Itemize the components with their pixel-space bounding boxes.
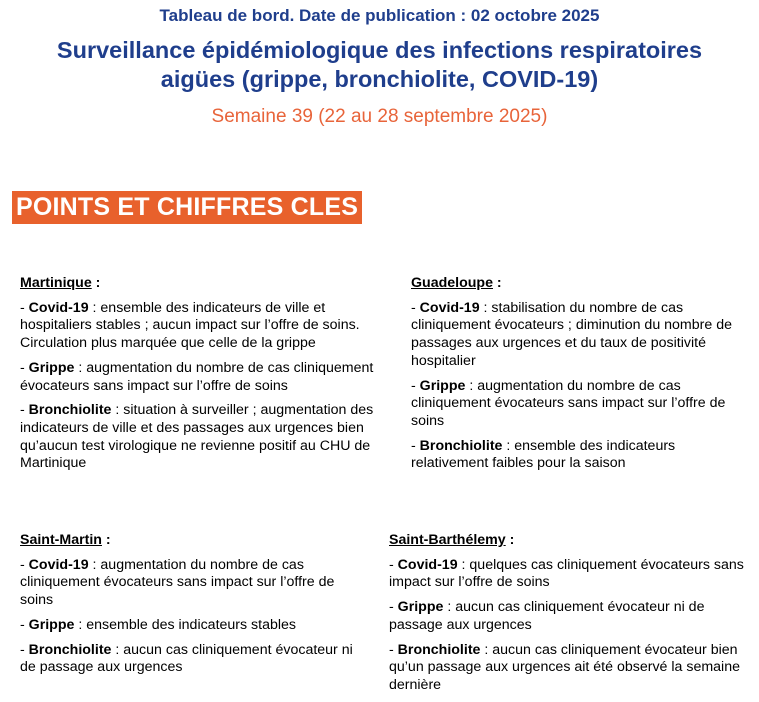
bullet-prefix: - [389, 599, 398, 616]
page-title [0, 36, 759, 94]
indicator-text: : stabilisation du nombre de cas cliniquement évocateurs ; diminution du nombre de passages aux urgences et du taux de positivité hospitalier [411, 299, 732, 369]
bullet-prefix: - [20, 641, 29, 658]
indicator-bronchiolite [20, 642, 365, 677]
region-saint-martin [20, 532, 365, 684]
bullet-prefix: - [20, 299, 29, 316]
region-name-text: Saint-Martin [20, 532, 102, 548]
region-martinique [20, 275, 380, 480]
indicator-text: : ensemble des indicateurs de ville et hospitaliers stables ; aucun impact sur l’offre de soins. Circulation plus marquée que celle de la grippe [20, 299, 360, 352]
bullet-prefix: - [20, 556, 29, 573]
indicator-text: : aucun cas cliniquement évocateur bien qu’un passage aux urgences ait été observé la semaine dernière [389, 641, 740, 693]
indicator-label: Bronchiolite [28, 641, 112, 658]
indicator-text: : augmentation du nombre de cas cliniquement évocateurs sans impact sur l’offre de soins [411, 377, 726, 429]
indicator-bronchiolite [389, 642, 749, 695]
indicator-bronchiolite [411, 438, 746, 473]
section-banner: POINTS ET CHIFFRES CLES [12, 191, 362, 224]
indicator-text: : ensemble des indicateurs stables [74, 616, 297, 633]
indicator-label: Bronchiolite [397, 641, 481, 658]
indicator-label: Bronchiolite [419, 437, 503, 454]
indicator-grippe [389, 599, 749, 634]
publication-date: Tableau de bord. Date de publication : 02 octobre 2025 [159, 6, 600, 25]
indicator-text: : quelques cas cliniquement évocateurs sans impact sur l’offre de soins [389, 556, 744, 591]
indicator-text: : augmentation du nombre de cas cliniquement évocateurs sans impact sur l’offre de soins [20, 556, 335, 609]
indicator-grippe [20, 360, 380, 395]
indicator-text: : aucun cas cliniquement évocateur ni de passage aux urgences [389, 599, 705, 633]
bullet-prefix: - [411, 299, 420, 316]
region-name: Martinique : [20, 275, 101, 291]
region-saint-barthelemy [389, 532, 749, 702]
region-name: Saint-Martin : [20, 532, 111, 548]
indicator-text: : situation à surveiller ; augmentation des indicateurs de ville et des passages aux urgences bien qu’aucun test virologique ne revienne positif au CHU de Martinique [20, 402, 374, 472]
indicator-label: Grippe [28, 616, 75, 633]
indicator-label: Covid-19 [419, 299, 480, 316]
bullet-prefix: - [389, 556, 398, 573]
indicator-covid [20, 557, 365, 610]
indicator-bronchiolite [20, 402, 380, 473]
region-name: Saint-Barthélemy : [389, 532, 515, 548]
indicator-label: Covid-19 [28, 556, 89, 573]
bullet-prefix: - [20, 359, 29, 376]
bullet-prefix: - [411, 437, 420, 454]
indicator-covid [389, 557, 749, 592]
region-name-text: Martinique [20, 275, 92, 291]
region-guadeloupe [411, 275, 746, 480]
indicator-label: Grippe [28, 359, 75, 376]
bullet-prefix: - [389, 641, 398, 658]
indicator-text: : augmentation du nombre de cas cliniquement évocateurs sans impact sur l’offre de soins [20, 359, 374, 394]
indicator-grippe [20, 617, 365, 635]
indicator-text: : ensemble des indicateurs relativement faibles pour la saison [411, 437, 676, 472]
indicator-covid [20, 300, 380, 353]
indicator-label: Grippe [419, 377, 466, 394]
week-subtitle: Semaine 39 (22 au 28 septembre 2025) [211, 106, 548, 127]
region-name-text: Guadeloupe [411, 275, 493, 291]
bullet-prefix: - [411, 377, 420, 394]
indicator-covid [411, 300, 746, 371]
indicator-text: : aucun cas cliniquement évocateur ni de passage aux urgences [20, 641, 353, 676]
title-line-2: aigües (grippe, bronchiolite, COVID-19) [160, 66, 599, 92]
indicator-label: Covid-19 [28, 299, 89, 316]
region-name: Guadeloupe : [411, 275, 502, 291]
title-line-1: Surveillance épidémiologique des infections respiratoires [56, 37, 703, 63]
region-name-text: Saint-Barthélemy [389, 532, 506, 548]
bullet-prefix: - [20, 616, 29, 633]
indicator-label: Bronchiolite [28, 402, 112, 419]
bullet-prefix: - [20, 402, 29, 419]
indicator-label: Covid-19 [397, 556, 458, 573]
indicator-grippe [411, 378, 746, 431]
indicator-label: Grippe [397, 599, 444, 616]
